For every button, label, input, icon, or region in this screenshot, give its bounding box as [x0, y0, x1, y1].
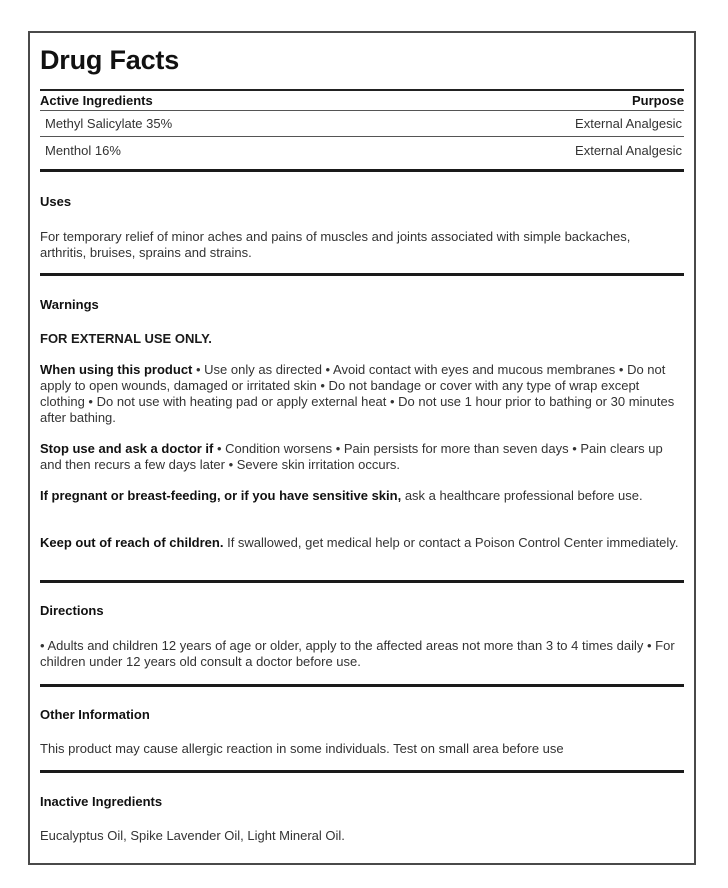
- pregnant-paragraph: [40, 488, 680, 504]
- keep-out-paragraph: [40, 535, 680, 551]
- pregnant-text: ask a healthcare professional before use.: [401, 488, 643, 503]
- section-divider: [40, 169, 684, 172]
- header-divider: [40, 110, 684, 111]
- ingredient-name: Menthol 16%: [45, 143, 121, 158]
- when-using-text: • Use only as directed • Avoid contact with eyes and mucous membranes • Do not apply to open wounds, damaged or irritated skin • Do not bandage or cover with any type of wrap except clothing • Do not use with heating pad or apply external heat • Do not use 1 hour prior to bathing or 30 minutes after bathing.: [40, 362, 675, 425]
- inactive-ingredients-text: Eucalyptus Oil, Spike Lavender Oil, Light Mineral Oil.: [40, 828, 345, 843]
- directions-heading: Directions: [40, 603, 104, 618]
- ingredient-name: Methyl Salicylate 35%: [45, 116, 173, 131]
- page-title: Drug Facts: [40, 45, 180, 75]
- stop-use-lead: Stop use and ask a doctor if: [40, 441, 214, 456]
- title-divider: [40, 89, 684, 91]
- section-divider: [40, 273, 684, 276]
- section-divider: [40, 684, 684, 687]
- purpose-heading: Purpose: [631, 93, 684, 108]
- stop-use-text: • Condition worsens • Pain persists for more than seven days • Pain clears up and then recurs a few days later • Severe skin irritation occurs.: [40, 441, 663, 472]
- active-ingredients-heading: Active Ingredients: [40, 93, 153, 108]
- when-using-lead: When using this product: [40, 362, 193, 377]
- drug-facts-content: [40, 33, 684, 863]
- directions-text: • Adults and children 12 years of age or older, apply to the affected areas not more than 3 to 4 times daily • For children under 12 years old consult a doctor before use.: [40, 638, 675, 669]
- row-divider: [40, 136, 684, 137]
- section-divider: [40, 580, 684, 583]
- ingredient-purpose: External Analgesic: [575, 116, 682, 131]
- stop-use-paragraph: [40, 441, 680, 473]
- uses-heading: Uses: [40, 194, 72, 209]
- inactive-ingredients-heading: Inactive Ingredients: [40, 794, 163, 809]
- other-information-heading: Other Information: [40, 707, 150, 722]
- drug-facts-panel: [28, 31, 696, 865]
- ingredient-purpose: External Analgesic: [575, 143, 682, 158]
- section-divider: [40, 770, 684, 773]
- warnings-heading: Warnings: [40, 297, 99, 312]
- when-using-paragraph: [40, 362, 680, 426]
- other-information-text: This product may cause allergic reaction in some individuals. Test on small area before use: [40, 741, 564, 756]
- keep-out-text: If swallowed, get medical help or contact a Poison Control Center immediately.: [223, 535, 679, 550]
- keep-out-lead: Keep out of reach of children.: [40, 535, 224, 550]
- external-use-warning: FOR EXTERNAL USE ONLY.: [40, 331, 212, 346]
- uses-text: For temporary relief of minor aches and pains of muscles and joints associated with simple backaches, arthritis, bruises, sprains and strains.: [40, 229, 631, 260]
- pregnant-lead: If pregnant or breast-feeding, or if you have sensitive skin,: [40, 488, 402, 503]
